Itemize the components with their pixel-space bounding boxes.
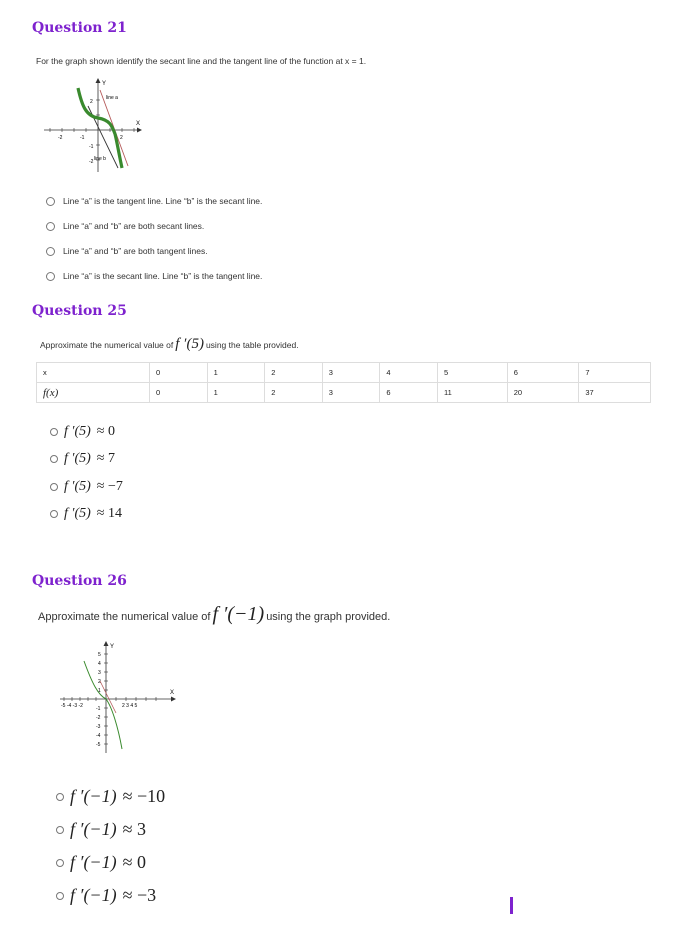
radio-icon[interactable] bbox=[46, 222, 55, 231]
q25-option-2[interactable] bbox=[50, 451, 115, 467]
q25-option-4[interactable] bbox=[50, 506, 122, 522]
q26-y-tick-5: 5 bbox=[98, 652, 101, 658]
q26-y-tick-2: 2 bbox=[98, 679, 101, 685]
q25-option-1[interactable] bbox=[50, 424, 115, 440]
q21-prompt: For the graph shown identify the secant line and the tangent line of the function at x = 1. bbox=[36, 56, 367, 66]
table-cell: 4 bbox=[380, 363, 438, 383]
table-cell: 7 bbox=[579, 363, 651, 383]
q26-option-func: f ′(−1) bbox=[70, 885, 117, 905]
table-cell: 11 bbox=[437, 383, 507, 403]
text-cursor bbox=[510, 897, 513, 914]
q21-option-label: Line “a” is the secant line. Line “b” is the tangent line. bbox=[63, 271, 263, 281]
q26-y-tick-m5: -5 bbox=[96, 742, 101, 748]
q25-option-value: ≈ 0 bbox=[96, 424, 115, 439]
q26-option-3[interactable] bbox=[56, 852, 146, 873]
table-cell: 6 bbox=[380, 383, 438, 403]
radio-icon[interactable] bbox=[56, 892, 64, 900]
q26-x-ticks-neg: -5 -4 -3 -2 bbox=[61, 703, 83, 709]
q21-option-label: Line “a” is the tangent line. Line “b” is the secant line. bbox=[63, 196, 263, 206]
q21-tick-2x: 2 bbox=[120, 135, 123, 141]
q25-option-value: ≈ 14 bbox=[96, 506, 122, 521]
q25-option-func: f ′(5) bbox=[64, 451, 91, 466]
q25-values-table bbox=[36, 362, 651, 403]
table-cell: 3 bbox=[322, 383, 380, 403]
radio-icon[interactable] bbox=[56, 859, 64, 867]
q26-x-arrow bbox=[171, 697, 176, 702]
q26-y-tick-m4: -4 bbox=[96, 733, 101, 739]
radio-icon[interactable] bbox=[50, 428, 58, 436]
q25-title: Question 25 bbox=[32, 303, 127, 319]
q26-y-arrow bbox=[104, 641, 109, 646]
table-header-x: x bbox=[37, 363, 150, 383]
table-cell: 0 bbox=[150, 383, 208, 403]
q21-tick-m1y: -1 bbox=[89, 144, 94, 150]
radio-icon[interactable] bbox=[46, 197, 55, 206]
q21-line-a-label: line a bbox=[106, 95, 118, 101]
q21-tick-m2y: -2 bbox=[89, 159, 94, 165]
table-cell: 0 bbox=[150, 363, 208, 383]
q26-option-value: ≈ −10 bbox=[122, 786, 166, 806]
table-cell: 20 bbox=[507, 383, 579, 403]
table-cell: 1 bbox=[207, 383, 265, 403]
q21-y-arrow bbox=[96, 78, 101, 83]
q26-y-tick-m3: -3 bbox=[96, 724, 101, 730]
q26-title: Question 26 bbox=[32, 573, 127, 589]
q26-option-value: ≈ 0 bbox=[122, 852, 146, 872]
q25-prompt-after: using the table provided. bbox=[205, 340, 299, 350]
q26-prompt-math: f ′(−1) bbox=[212, 603, 265, 625]
q25-option-func: f ′(5) bbox=[64, 506, 91, 521]
q26-curve bbox=[84, 661, 122, 749]
q25-prompt-math: f ′(5) bbox=[175, 336, 204, 352]
q26-option-func: f ′(−1) bbox=[70, 852, 117, 872]
radio-icon[interactable] bbox=[56, 826, 64, 834]
q26-y-tick-m2: -2 bbox=[96, 715, 101, 721]
q25-option-func: f ′(5) bbox=[64, 424, 91, 439]
radio-icon[interactable] bbox=[46, 247, 55, 256]
q21-x-label: X bbox=[136, 121, 141, 127]
q26-option-value: ≈ −3 bbox=[122, 885, 157, 905]
q26-option-func: f ′(−1) bbox=[70, 819, 117, 839]
q26-option-4[interactable] bbox=[56, 885, 156, 906]
q26-graph bbox=[56, 637, 186, 755]
q26-prompt-before: Approximate the numerical value of bbox=[38, 611, 211, 623]
table-row bbox=[37, 383, 651, 403]
table-cell: 2 bbox=[265, 383, 323, 403]
q25-option-3[interactable] bbox=[50, 479, 123, 495]
q26-prompt-after: using the graph provided. bbox=[266, 611, 391, 623]
table-cell: 6 bbox=[507, 363, 579, 383]
q21-x-arrow bbox=[137, 128, 142, 133]
q25-prompt bbox=[40, 336, 299, 353]
q21-option-4[interactable] bbox=[46, 271, 262, 281]
table-cell: 3 bbox=[322, 363, 380, 383]
q21-option-3[interactable] bbox=[46, 246, 208, 256]
table-cell: 5 bbox=[437, 363, 507, 383]
table-cell: 1 bbox=[207, 363, 265, 383]
q21-tick-2y: 2 bbox=[90, 99, 93, 105]
q26-y-label: Y bbox=[110, 644, 115, 650]
q26-option-2[interactable] bbox=[56, 819, 146, 840]
q21-tick-m1x: -1 bbox=[80, 135, 85, 141]
table-cell: 37 bbox=[579, 383, 651, 403]
q26-y-tick-3: 3 bbox=[98, 670, 101, 676]
q26-x-label: X bbox=[170, 690, 175, 696]
q21-title: Question 21 bbox=[32, 20, 127, 36]
table-cell: 2 bbox=[265, 363, 323, 383]
q25-option-value: ≈ −7 bbox=[96, 479, 123, 494]
radio-icon[interactable] bbox=[50, 455, 58, 463]
table-header-fx: f(x) bbox=[37, 383, 150, 403]
q21-option-label: Line “a” and “b” are both secant lines. bbox=[63, 221, 205, 231]
radio-icon[interactable] bbox=[50, 483, 58, 491]
radio-icon[interactable] bbox=[56, 793, 64, 801]
q26-option-1[interactable] bbox=[56, 786, 165, 807]
q25-prompt-before: Approximate the numerical value of bbox=[40, 340, 174, 350]
q25-option-value: ≈ 7 bbox=[96, 451, 115, 466]
q21-option-2[interactable] bbox=[46, 221, 204, 231]
q26-option-func: f ′(−1) bbox=[70, 786, 117, 806]
q26-option-value: ≈ 3 bbox=[122, 819, 146, 839]
q26-y-tick-m1: -1 bbox=[96, 706, 101, 712]
q26-y-tick-4: 4 bbox=[98, 661, 101, 667]
q21-graph bbox=[36, 76, 156, 176]
q26-y-tick-1: 1 bbox=[98, 688, 101, 694]
q21-y-label: Y bbox=[102, 81, 107, 87]
q21-line-b-label: line b bbox=[94, 156, 106, 162]
q26-prompt bbox=[38, 603, 390, 626]
q26-x-ticks-pos: 2 3 4 5 bbox=[122, 703, 138, 709]
q21-option-label: Line “a” and “b” are both tangent lines. bbox=[63, 246, 208, 256]
radio-icon[interactable] bbox=[46, 272, 55, 281]
radio-icon[interactable] bbox=[50, 510, 58, 518]
q21-option-1[interactable] bbox=[46, 196, 262, 206]
q25-option-func: f ′(5) bbox=[64, 479, 91, 494]
q21-tick-m2x: -2 bbox=[58, 135, 63, 141]
table-row bbox=[37, 363, 651, 383]
